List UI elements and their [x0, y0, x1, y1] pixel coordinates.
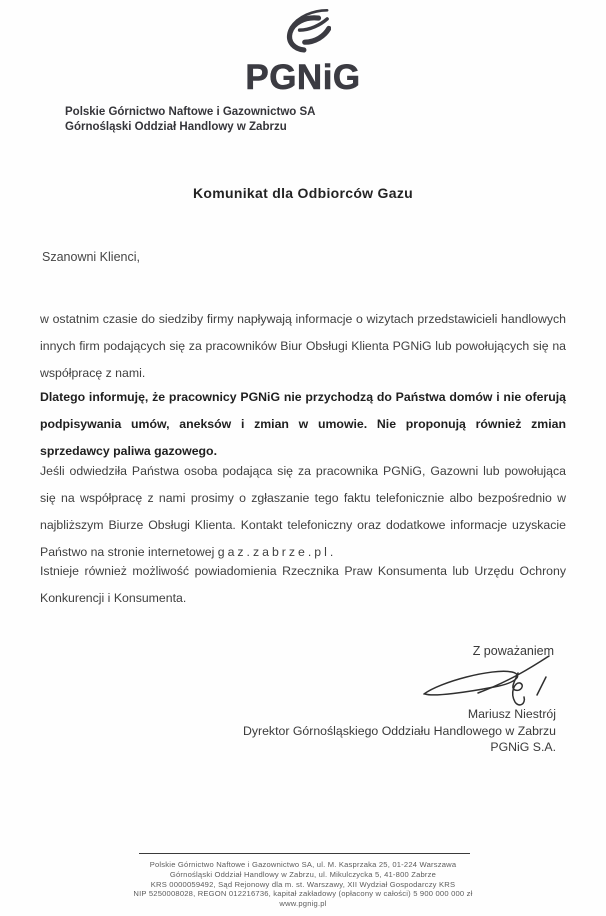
sender-block — [65, 105, 315, 134]
footer-line-address-branch: Górnośląski Oddział Handlowy w Zabrzu, ul. Mikulczycka 5, 41-800 Zabrze — [169, 869, 437, 879]
pgnig-wordmark: PGNiG — [245, 58, 361, 97]
handwritten-signature — [418, 652, 556, 714]
pgnig-logo — [0, 6, 606, 98]
footer-divider — [139, 853, 470, 854]
footer-line-website: www.pgnig.pl — [279, 899, 327, 909]
footer-line-address-hq: Polskie Górnictwo Naftowe i Gazownictwo SA, ul. M. Kasprzaka 25, 01-224 Warszawa — [149, 860, 457, 869]
sender-branch-name: Górnośląski Oddział Handlowy w Zabrzu — [65, 120, 287, 133]
paragraph-warning-bold: Dlatego informuję, że pracownicy PGNiG nie przychodzą do Państwa domów i nie oferują podpisywania umów, aneksów i zmian w umowie. Nie proponują również zmian sprzedawcy paliwa gazowego. — [40, 390, 566, 458]
pgnig-flame-icon — [275, 6, 331, 56]
footer-legal-block — [0, 860, 606, 909]
footer-line-nip-regon: NIP 5250008028, REGON 012216736, kapitał zakładowy (opłacony w całości) 5 900 000 000 zł — [133, 889, 473, 899]
valediction: Z poważaniem — [472, 644, 554, 658]
sender-company-name: Polskie Górnictwo Naftowe i Gazownictwo SA — [65, 106, 316, 118]
letter-title: Komunikat dla Odbiorców Gazu — [193, 185, 413, 201]
paragraph-consumer-rights: Istnieje również możliwość powiadomienia Rzecznika Praw Konsumenta lub Urzędu Ochrony Konkurencji i Konsumenta. — [40, 564, 566, 605]
signer-company: PGNiG S.A. — [490, 740, 556, 754]
paragraph-instructions-text: Jeśli odwiedziła Państwa osoba podająca się za pracownika PGNiG, Gazowni lub powołująca się na współpracę z nami prosimy o zgłaszanie tego faktu telefonicznie albo bezpośrednio w najbliższym Biurze Obsługi Klienta. Kontakt telefoniczny oraz dodatkowe informacje uzyskacie Państwo na stronie internetowej — [40, 464, 566, 559]
paragraph-instructions — [40, 458, 566, 566]
salutation: Szanowni Klienci, — [42, 250, 140, 264]
footer-line-krs: KRS 0000059492, Sąd Rejonowy dla m. st. Warszawy, XII Wydział Gospodarczy KRS — [150, 879, 456, 889]
paragraph-intro: w ostatnim czasie do siedziby firmy napływają informacje o wizytach przedstawicieli handlowych innych firm podających się za pracowników Biur Obsługi Klienta PGNiG lub powołujących się na współpracę z nami. — [40, 312, 566, 380]
signer-block — [243, 706, 556, 756]
signer-name: Mariusz Niestrój — [467, 707, 556, 721]
signer-role: Dyrektor Górnośląskiego Oddziału Handlowego w Zabrzu — [242, 723, 556, 738]
paragraph-instructions-period: . — [329, 545, 334, 559]
website-url-text: gaz.zabrze.pl — [217, 545, 330, 559]
